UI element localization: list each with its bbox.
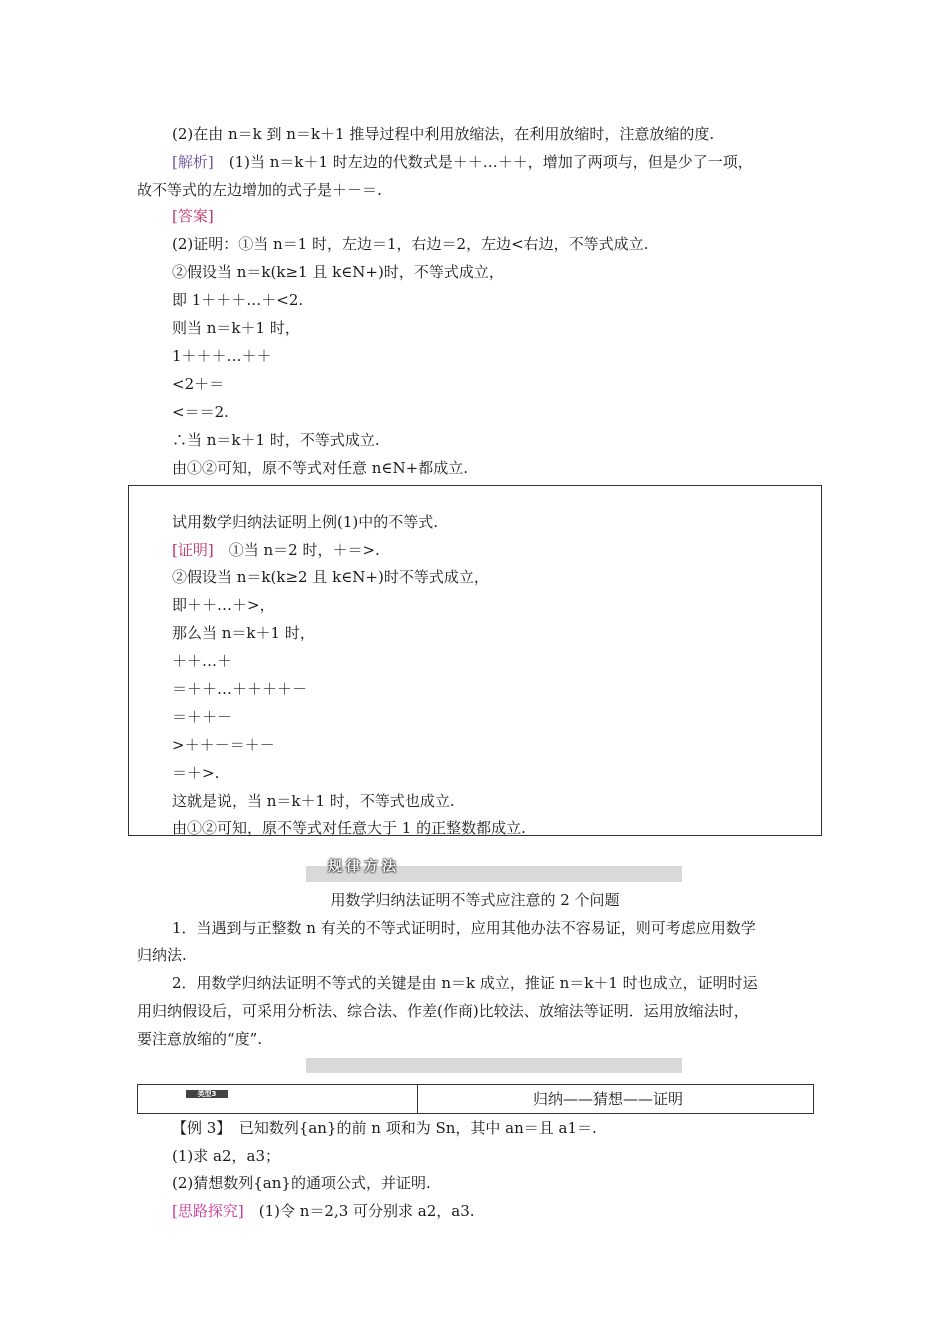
text-span: (1)令 n＝2,3 可分别求 a2，a3. bbox=[243, 1202, 475, 1220]
text-line: (1)求 a2，a3； bbox=[172, 1147, 280, 1165]
exercise-box bbox=[128, 485, 822, 836]
text-line: 故不等式的左边增加的式子是＋－＝. bbox=[137, 181, 382, 199]
text-span: ①当 n＝2 时，＋＝>. bbox=[213, 541, 380, 559]
text-line: 2．用数学归纳法证明不等式的关键是由 n＝k 成立，推证 n＝k＋1 时也成立，证明时运 bbox=[172, 974, 758, 992]
text-line: 由①②可知，原不等式对任意 n∈N+都成立. bbox=[172, 459, 468, 477]
text-span: 已知数列{an}的前 n 项和为 Sn，其中 an＝且 a1＝. bbox=[223, 1119, 597, 1137]
text-line: ＝＋＋－ bbox=[172, 708, 233, 726]
text-line: 即＋＋…＋>， bbox=[172, 596, 275, 614]
type-bar bbox=[137, 1084, 814, 1114]
answer-tag: [答案] bbox=[172, 207, 214, 225]
text-line: <2＋＝ bbox=[172, 375, 225, 393]
text-line: <＝＝2. bbox=[172, 403, 229, 421]
solution-line bbox=[172, 152, 753, 172]
method-band-label: 规律方法 bbox=[328, 859, 400, 875]
section-band bbox=[306, 1058, 682, 1073]
text-line: 即 1＋＋＋…＋<2. bbox=[172, 291, 304, 309]
text-line: 那么当 n＝k＋1 时， bbox=[172, 624, 315, 642]
text-line: ＝＋＋…＋＋＋＋－ bbox=[172, 680, 308, 698]
text-line: ＋＋…＋ bbox=[172, 652, 233, 670]
hint-line bbox=[172, 1201, 475, 1221]
text-line: 用归纳假设后，可采用分析法、综合法、作差(作商)比较法、放缩法等证明．运用放缩法时， bbox=[137, 1002, 749, 1020]
exercise-prompt: 试用数学归纳法证明上例(1)中的不等式. bbox=[172, 513, 439, 531]
proof-line bbox=[172, 540, 380, 560]
example-label: 【例 3】 bbox=[172, 1119, 224, 1137]
type-title: 归纳——猜想——证明 bbox=[533, 1090, 684, 1108]
text-line: ②假设当 n＝k(k≥2 且 k∈N+)时不等式成立， bbox=[172, 568, 489, 586]
text-line: 1．当遇到与正整数 n 有关的不等式证明时，应用其他办法不容易证，则可考虑应用数学 bbox=[172, 919, 756, 937]
hint-tag: [思路探究] bbox=[172, 1202, 244, 1220]
text-span: (1)当 n＝k＋1 时左边的代数式是＋＋…＋＋，增加了两项与，但是少了一项， bbox=[213, 153, 753, 171]
text-line: 由①②可知，原不等式对任意大于 1 的正整数都成立. bbox=[172, 819, 526, 837]
type-badge: 类型3 bbox=[186, 1090, 228, 1098]
text-line: (2)在由 n＝k 到 n＝k＋1 推导过程中利用放缩法，在利用放缩时，注意放缩的度. bbox=[172, 125, 715, 143]
text-line: (2)证明：①当 n＝1 时，左边＝1，右边＝2，左边<右边，不等式成立. bbox=[172, 235, 649, 253]
text-line: >＋＋－＝＋－ bbox=[172, 736, 275, 754]
proof-tag: [证明] bbox=[172, 541, 214, 559]
text-line: ＝＋>. bbox=[172, 764, 220, 782]
text-line: ②假设当 n＝k(k≥1 且 k∈N+)时，不等式成立， bbox=[172, 263, 504, 281]
text-line: 要注意放缩的“度”. bbox=[137, 1030, 263, 1048]
analysis-tag: [解析] bbox=[172, 153, 214, 171]
example-line bbox=[172, 1118, 597, 1138]
method-heading: 用数学归纳法证明不等式应注意的 2 个问题 bbox=[330, 891, 620, 909]
text-line: 归纳法. bbox=[137, 946, 187, 964]
text-line: ∴当 n＝k＋1 时，不等式成立. bbox=[172, 431, 380, 449]
text-line: (2)猜想数列{an}的通项公式，并证明. bbox=[172, 1174, 431, 1192]
text-line: 这就是说，当 n＝k＋1 时，不等式也成立. bbox=[172, 792, 455, 810]
text-line: 1＋＋＋…＋＋ bbox=[172, 347, 272, 365]
divider bbox=[417, 1085, 418, 1113]
text-line: 则当 n＝k＋1 时， bbox=[172, 319, 300, 337]
